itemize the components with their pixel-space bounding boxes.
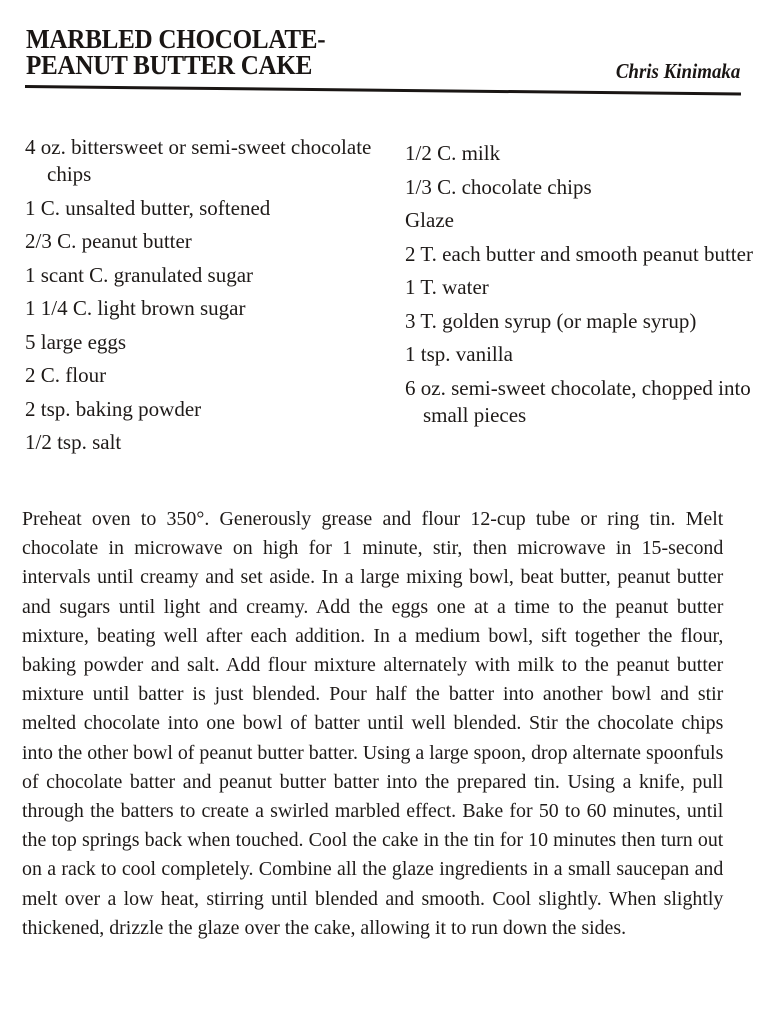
ingredient-item: 1/2 C. milk (405, 141, 501, 165)
ingredient-item: 1 T. water (405, 275, 489, 299)
method-paragraph: Preheat oven to 350°. Generously grease and flour 12-cup tube or ring tin. Melt chocolate in microwave on high for 1 minute, stir, then microwave in 15-second intervals until creamy and set aside. In a large mixing bowl, beat butter, peanut butter and sugars until light and creamy. Add the eggs one at a time to the peanut butter mixture, beating well after each addition. In a medium bowl, sift together the flour, baking powder and salt. Add flour mixture alternately with milk to the peanut butter mixture until batter is just blended. Pour half the batter into another bowl and stir melted chocolate into one bowl of batter until well blended. Stir the chocolate chips into the other bowl of peanut butter batter. Using a large spoon, drop alternate spoonfuls of chocolate batter and peanut butter batter into the prepared tin. Using a knife, pull through the batters to create a swirled marbled effect. Bake for 50 to 60 minutes, until the top springs back when touched. Cool the cake in the tin for 10 minutes then turn out on a rack to cool completely. Combine all the glaze ingredients in a small saucepan and melt over a low heat, stirring until blended and smooth. Cool slightly. When slightly thickened, drizzle the glaze over the cake, allowing it to run down the sides. (22, 508, 724, 939)
recipe-title (26, 26, 417, 78)
ingredient-item: 1 C. unsalted butter, softened (25, 195, 271, 220)
ingredient-item: 2/3 C. peanut butter (25, 229, 192, 253)
ingredient-item: 5 large eggs (25, 329, 127, 354)
glaze-heading: Glaze (405, 208, 454, 232)
ingredient-item: 2 C. flour (25, 363, 107, 387)
ingredient-item: 4 oz. bittersweet or semi-sweet chocolate chips (25, 135, 372, 186)
title-line-1: MARBLED CHOCOLATE- (26, 24, 326, 54)
ingredient-item: 3 T. golden syrup (or maple syrup) (405, 308, 697, 333)
title-line-2: PEANUT BUTTER CAKE (26, 50, 313, 80)
ingredient-item: 1/3 C. chocolate chips (405, 174, 592, 199)
recipe-author: Chris Kinimaka (615, 59, 740, 83)
ingredient-item: 1/2 tsp. salt (25, 430, 122, 454)
ingredient-item: 1 scant C. granulated sugar (25, 262, 254, 287)
ingredient-item: 2 T. each butter and smooth peanut butter (405, 241, 753, 266)
ingredients-left-column (25, 134, 375, 463)
ingredient-item: 1 1/4 C. light brown sugar (25, 296, 246, 320)
ingredient-item: 1 tsp. vanilla (405, 342, 513, 366)
title-divider (25, 85, 741, 95)
ingredient-item: 6 oz. semi-sweet chocolate, chopped into small pieces (405, 375, 751, 427)
ingredients-right-column (405, 140, 755, 435)
ingredient-item: 2 tsp. baking powder (25, 396, 202, 421)
